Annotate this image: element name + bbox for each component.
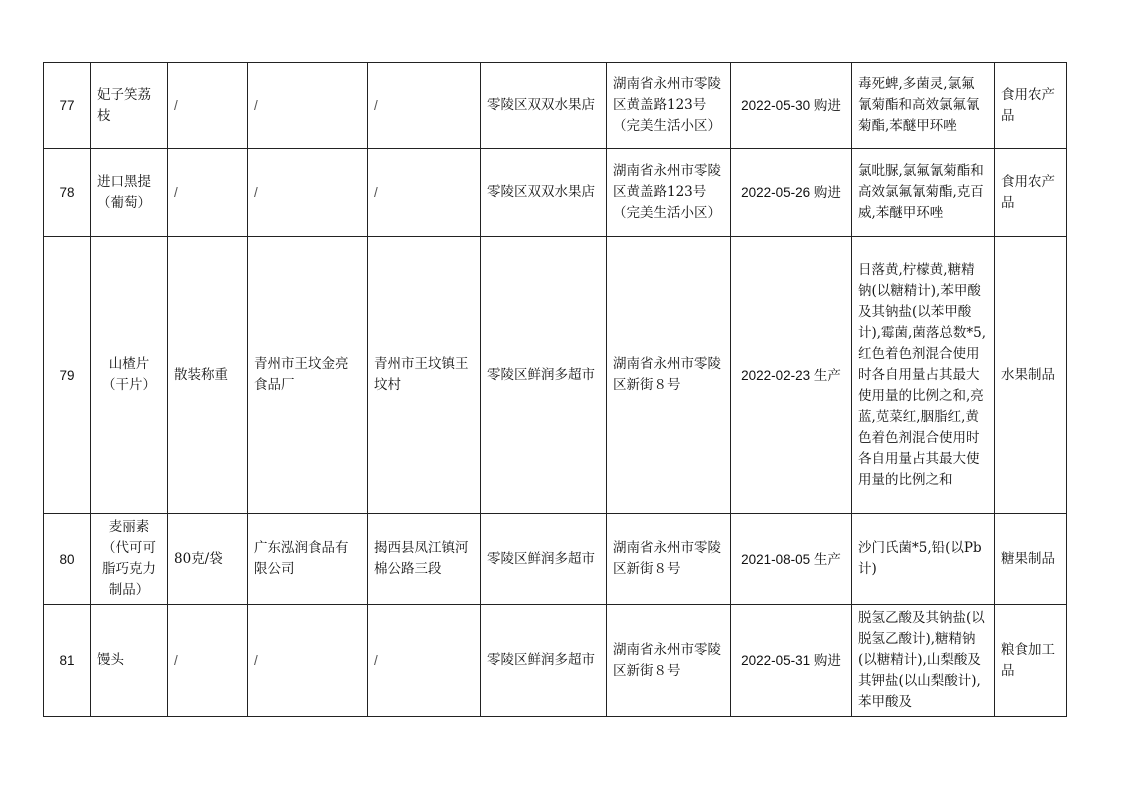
food-category: 粮食加工品	[995, 605, 1067, 717]
manufacturer-name: 广东泓润食品有限公司	[248, 514, 368, 605]
food-category: 食用农产品	[995, 149, 1067, 237]
seller-name: 零陵区双双水果店	[481, 149, 607, 237]
manufacturer-address: 青州市王坟镇王坟村	[368, 237, 481, 514]
food-category: 水果制品	[995, 237, 1067, 514]
table-row	[44, 237, 1067, 514]
table-row	[44, 149, 1067, 237]
row-number: 78	[44, 149, 91, 237]
seller-address: 湖南省永州市零陵区新街８号	[607, 605, 731, 717]
seller-address: 湖南省永州市零陵区黄盖路123号（完美生活小区）	[607, 149, 731, 237]
manufacturer-name: /	[248, 605, 368, 717]
test-items: 氯吡脲,氯氟氰菊酯和高效氯氟氰菊酯,克百威,苯醚甲环唑	[852, 149, 995, 237]
product-name: 麦丽素（代可可脂巧克力制品）	[91, 514, 168, 605]
test-items: 毒死蜱,多菌灵,氯氟氰菊酯和高效氯氟氰菊酯,苯醚甲环唑	[852, 63, 995, 149]
test-items: 日落黄,柠檬黄,糖精钠(以糖精计),苯甲酸及其钠盐(以苯甲酸计),霉菌,菌落总数*5,红色着色剂混合使用时各自用量占其最大使用量的比例之和,亮蓝,苋菜红,胭脂红,黄色着色剂混合使用时各自用量占其最大使用量的比例之和	[852, 237, 995, 514]
seller-name: 零陵区鲜润多超市	[481, 605, 607, 717]
test-items: 沙门氏菌*5,铅(以Pb计)	[852, 514, 995, 605]
seller-address: 湖南省永州市零陵区黄盖路123号（完美生活小区）	[607, 63, 731, 149]
manufacturer-address: /	[368, 149, 481, 237]
manufacturer-address: /	[368, 63, 481, 149]
sample-date: 2022-05-26 购进	[731, 149, 852, 237]
product-spec: /	[168, 63, 248, 149]
table-row	[44, 63, 1067, 149]
food-category: 食用农产品	[995, 63, 1067, 149]
row-number: 79	[44, 237, 91, 514]
test-items: 脱氢乙酸及其钠盐(以脱氢乙酸计),糖精钠(以糖精计),山梨酸及其钾盐(以山梨酸计),苯甲酸及	[852, 605, 995, 717]
seller-address: 湖南省永州市零陵区新街８号	[607, 237, 731, 514]
seller-name: 零陵区鲜润多超市	[481, 237, 607, 514]
sample-date: 2021-08-05 生产	[731, 514, 852, 605]
product-spec: 散装称重	[168, 237, 248, 514]
sampling-results-table	[43, 62, 1067, 717]
product-name: 进口黑提（葡萄）	[91, 149, 168, 237]
seller-name: 零陵区双双水果店	[481, 63, 607, 149]
manufacturer-address: /	[368, 605, 481, 717]
seller-name: 零陵区鲜润多超市	[481, 514, 607, 605]
product-spec: 80克/袋	[168, 514, 248, 605]
sample-date: 2022-02-23 生产	[731, 237, 852, 514]
product-name: 馒头	[91, 605, 168, 717]
manufacturer-address: 揭西县凤江镇河棉公路三段	[368, 514, 481, 605]
manufacturer-name: 青州市王坟金亮食品厂	[248, 237, 368, 514]
product-name: 山楂片（干片）	[91, 237, 168, 514]
product-name: 妃子笑荔枝	[91, 63, 168, 149]
food-category: 糖果制品	[995, 514, 1067, 605]
row-number: 81	[44, 605, 91, 717]
table-row	[44, 514, 1067, 605]
table-row	[44, 605, 1067, 717]
sample-date: 2022-05-31 购进	[731, 605, 852, 717]
row-number: 80	[44, 514, 91, 605]
row-number: 77	[44, 63, 91, 149]
sample-date: 2022-05-30 购进	[731, 63, 852, 149]
product-spec: /	[168, 605, 248, 717]
seller-address: 湖南省永州市零陵区新街８号	[607, 514, 731, 605]
manufacturer-name: /	[248, 63, 368, 149]
product-spec: /	[168, 149, 248, 237]
manufacturer-name: /	[248, 149, 368, 237]
